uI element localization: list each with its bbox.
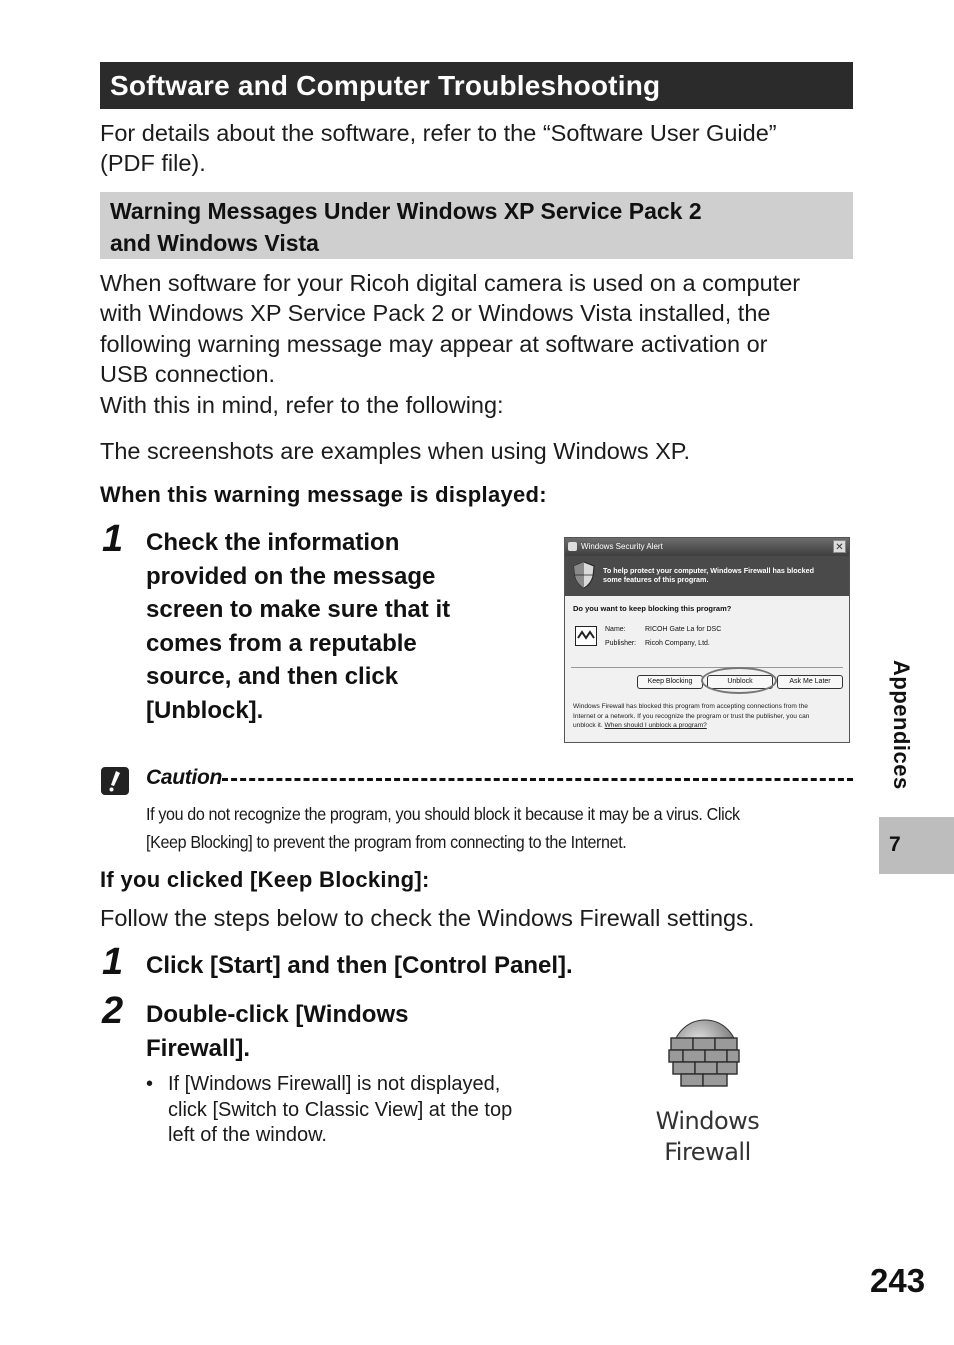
chapter-tab: 7	[879, 817, 954, 874]
firewall-label	[645, 1106, 770, 1168]
body-line-4: USB connection.	[100, 361, 276, 387]
footer-line-3	[573, 721, 843, 731]
step-line: source, and then click	[146, 663, 399, 691]
keep-blocking-heading: If you clicked [Keep Blocking]:	[100, 867, 430, 892]
firewall-label-line-2: Firewall	[664, 1138, 751, 1166]
step-2-text	[146, 998, 408, 1065]
side-tab-label	[888, 660, 914, 810]
subsection-title-line-2: and Windows Vista	[110, 230, 319, 256]
program-info	[573, 622, 843, 652]
ask-me-later-button[interactable]: Ask Me Later	[777, 675, 843, 689]
caution-line-2: [Keep Blocking] to prevent the program from connecting to the Internet.	[146, 832, 627, 852]
step-number: 1	[102, 518, 124, 560]
caution-divider	[222, 778, 853, 781]
subsection-title	[100, 192, 853, 259]
caution-line-1: If you do not recognize the program, you should block it because it may be a virus. Click	[146, 804, 740, 824]
step-2-number: 2	[102, 990, 124, 1032]
dialog-title: Windows Security Alert	[581, 542, 663, 551]
intro-line-1: For details about the software, refer to the “Software User Guide”	[100, 120, 777, 146]
banner-line-1: To help protect your computer, Windows Firewall has blocked	[603, 566, 815, 575]
publisher-value: Ricoh Company, Ltd.	[645, 640, 710, 647]
close-icon[interactable]: ✕	[833, 540, 846, 553]
firewall-label-line-1: Windows	[655, 1107, 760, 1135]
name-value: RICOH Gate La for DSC	[645, 626, 722, 633]
footer-line-1: Windows Firewall has blocked this program from accepting connections from the	[573, 703, 808, 710]
page-number: 243	[870, 1262, 926, 1299]
publisher-label: Publisher:	[605, 640, 637, 647]
dialog-divider	[571, 667, 843, 668]
unblock-help-link[interactable]: When should I unblock a program?	[604, 722, 707, 729]
dialog-banner	[565, 556, 849, 596]
step-line: Check the information	[146, 529, 400, 556]
step-1-number: 1	[102, 941, 124, 983]
step-line: provided on the message	[146, 562, 436, 590]
caution-text	[146, 800, 859, 856]
unblock-button[interactable]: Unblock	[707, 675, 773, 689]
body-line-1: When software for your Ricoh digital camera is used on a computer	[100, 270, 801, 296]
window-icon	[568, 542, 577, 551]
step-line: screen to make sure that it	[146, 596, 451, 624]
caution-title: Caution	[146, 766, 223, 789]
screenshot-note: The screenshots are examples when using Windows XP.	[100, 438, 690, 464]
subsection-title-line-1: Warning Messages Under Windows XP Service Pack 2	[110, 198, 702, 224]
keep-blocking-button[interactable]: Keep Blocking	[637, 675, 703, 689]
firewall-brick-globe-icon	[665, 1018, 745, 1094]
step-line: [Unblock].	[146, 696, 264, 724]
footer-line-2: Internet or a network. If you recognize the program or trust the publisher, you can	[573, 712, 810, 720]
bullet-note	[168, 1072, 512, 1149]
dialog-titlebar	[565, 538, 849, 556]
intro-line-2: (PDF file).	[100, 150, 206, 176]
step-line: comes from a reputable	[146, 629, 417, 657]
bullet-mark: •	[146, 1073, 154, 1095]
dialog-footer	[573, 702, 843, 731]
footer-prefix: unblock it.	[573, 722, 603, 729]
name-label: Name:	[605, 626, 626, 633]
program-icon	[575, 626, 597, 646]
when-displayed-heading: When this warning message is displayed:	[100, 482, 547, 507]
body-line-3: following warning message may appear at software activation or	[100, 331, 768, 357]
step-2-line-2: Firewall].	[146, 1034, 251, 1062]
step-1-text: Click [Start] and then [Control Panel].	[146, 952, 573, 979]
windows-firewall-shortcut[interactable]	[645, 1018, 775, 1168]
caution-icon	[101, 767, 129, 795]
step-2-line-1: Double-click [Windows	[146, 1001, 409, 1028]
section-title: Software and Computer Troubleshooting	[100, 62, 853, 109]
security-alert-dialog	[564, 537, 850, 743]
step-instruction	[146, 526, 450, 728]
body-line-2: with Windows XP Service Pack 2 or Windows Vista installed, the	[100, 300, 771, 326]
shield-icon	[573, 561, 595, 589]
bullet-line: click [Switch to Classic View] at the top	[168, 1098, 513, 1121]
bullet-line: left of the window.	[168, 1124, 327, 1146]
bullet-line: If [Windows Firewall] is not displayed,	[168, 1073, 501, 1095]
dialog-question: Do you want to keep blocking this program?	[573, 604, 732, 613]
banner-message	[603, 566, 843, 584]
banner-line-2: some features of this program.	[603, 575, 709, 584]
side-tab-text: Appendices	[889, 660, 914, 790]
body-line-5: With this in mind, refer to the following:	[100, 392, 504, 418]
unblock-highlight-circle	[701, 667, 777, 694]
keep-blocking-intro: Follow the steps below to check the Windows Firewall settings.	[100, 905, 755, 931]
